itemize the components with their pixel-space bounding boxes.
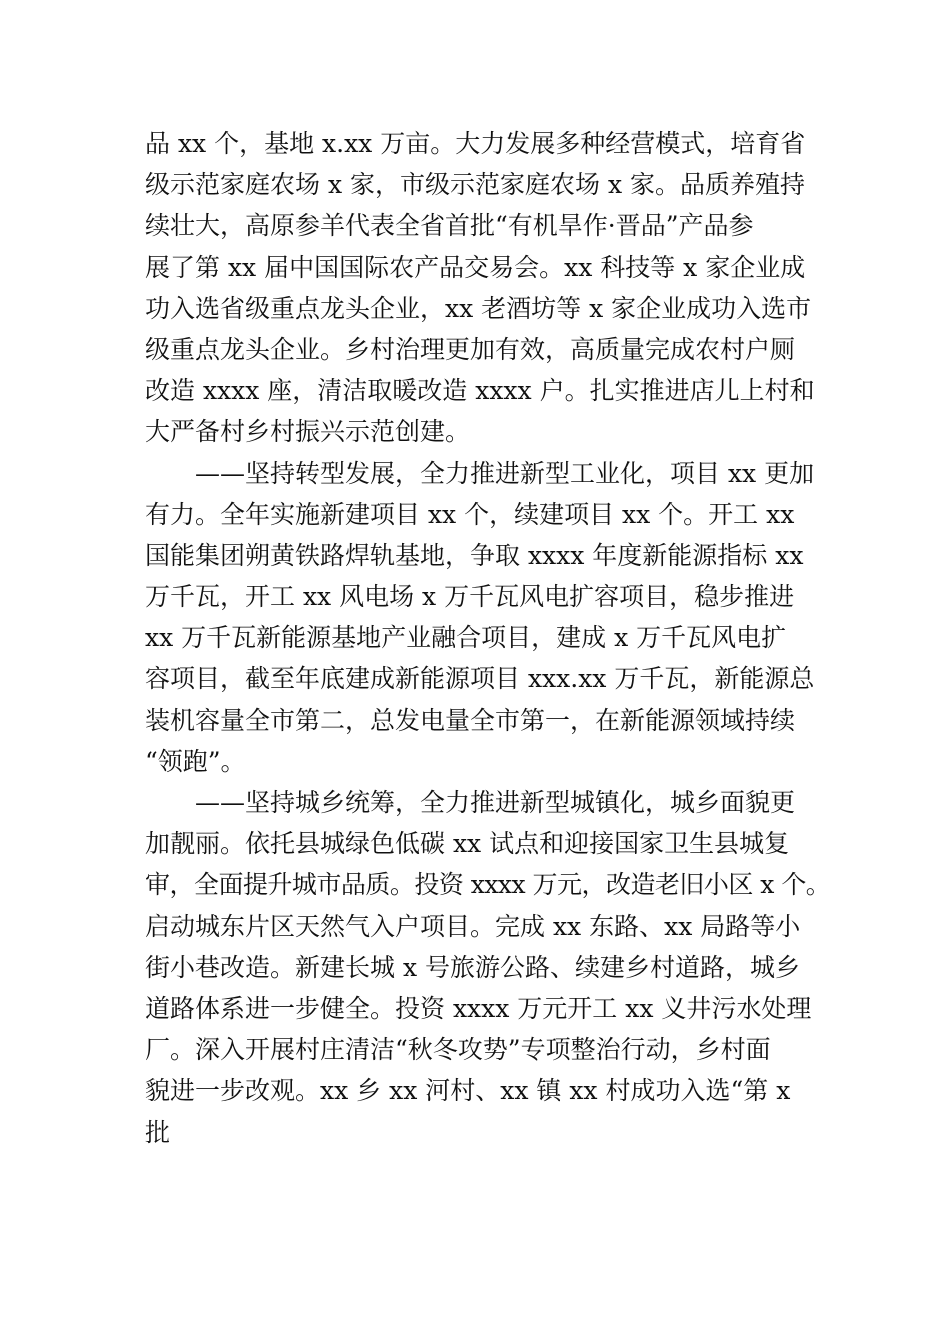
text-line: 街小巷改造。新建长城 x 号旅游公路、续建乡村道路，城乡 xyxy=(145,952,800,982)
paragraph-agriculture xyxy=(145,123,830,453)
text-line: 品 xx 个，基地 x.xx 万亩。大力发展多种经营模式，培育省 xyxy=(145,129,806,158)
text-line: 大严备村乡村振兴示范创建。 xyxy=(145,417,471,447)
text-line: 容项目，截至年底建成新能源项目 xxx.xx 万千瓦，新能源总 xyxy=(145,664,815,694)
text-line: 启动城东片区天然气入户项目。完成 xx 东路、xx 局路等小 xyxy=(145,911,801,941)
document-body xyxy=(145,123,830,1153)
text-line: 貌进一步改观。xx 乡 xx 河村、xx 镇 xx 村成功入选“第 x xyxy=(145,1076,791,1106)
text-line: 审，全面提升城市品质。投资 xxxx 万元，改造老旧小区 x 个。 xyxy=(145,870,831,900)
text-line: 道路体系进一步健全。投资 xxxx 万元开工 xx 义井污水处理 xyxy=(145,993,812,1023)
text-line: 续壮大，高原参羊代表全省首批“有机旱作·晋品”产品参 xyxy=(145,211,754,241)
text-line: 展了第 xx 届中国国际农产品交易会。xx 科技等 x 家企业成 xyxy=(145,252,806,282)
text-line: 国能集团朔黄铁路焊轨基地，争取 xxxx 年度新能源指标 xx xyxy=(145,540,804,570)
text-line: 有力。全年实施新建项目 xx 个，续建项目 xx 个。开工 xx xyxy=(145,499,795,529)
text-line: 装机容量全市第二，总发电量全市第一，在新能源领域持续 xyxy=(145,705,796,735)
text-line: 厂。深入开展村庄清洁“秋冬攻势”专项整治行动，乡村面 xyxy=(145,1035,771,1065)
text-line: ——坚持城乡统筹，全力推进新型城镇化，城乡面貌更 xyxy=(145,788,796,817)
paragraph-industrialization xyxy=(145,453,830,783)
text-line: 批 xyxy=(145,1117,171,1147)
text-line: xx 万千瓦新能源基地产业融合项目，建成 x 万千瓦风电扩 xyxy=(145,623,787,653)
paragraph-urbanization xyxy=(145,782,830,1153)
text-line: 万千瓦，开工 xx 风电场 x 万千瓦风电扩容项目，稳步推进 xyxy=(145,582,795,612)
text-line: ——坚持转型发展，全力推进新型工业化，项目 xx 更加 xyxy=(145,458,815,488)
text-line: 功入选省级重点龙头企业，xx 老酒坊等 x 家企业成功入选市 xyxy=(145,293,812,323)
text-line: 级重点龙头企业。乡村治理更加有效，高质量完成农村户厕 xyxy=(145,334,796,364)
text-line: 改造 xxxx 座，清洁取暖改造 xxxx 户。扎实推进店儿上村和 xyxy=(145,376,815,406)
text-line: 级示范家庭农场 x 家，市级示范家庭农场 x 家。品质养殖持 xyxy=(145,170,805,200)
text-line: “领跑”。 xyxy=(145,746,246,776)
text-line: 加靓丽。依托县城绿色低碳 xx 试点和迎接国家卫生县城复 xyxy=(145,829,790,859)
